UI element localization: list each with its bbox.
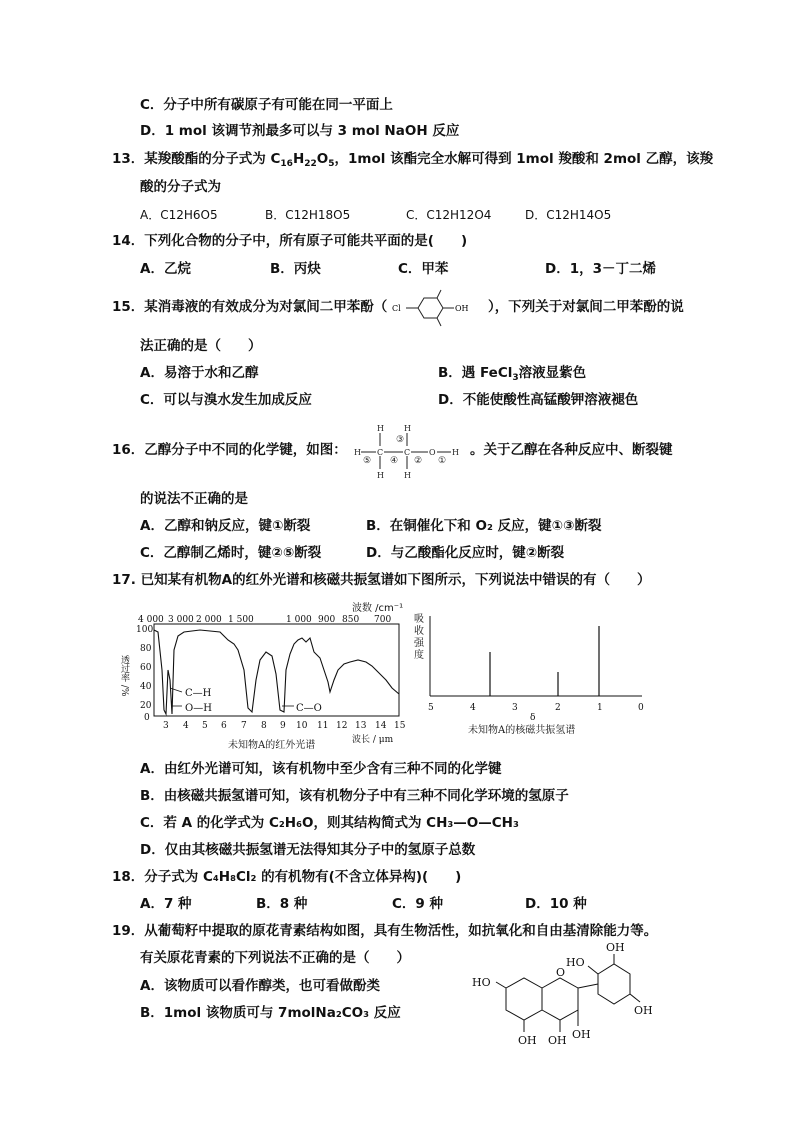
svg-text:②: ② [414,456,423,466]
ethanol-bond-diagram [350,420,468,482]
q14-option-b: B．丙炔 [270,261,321,277]
hydroxyl-label: OH [455,304,469,313]
ir-x-tick: 7 [241,721,247,731]
q14-option-a: A．乙烷 [140,261,191,277]
ir-x-tick: 8 [261,721,267,731]
ir-x-tick: 14 [375,721,387,731]
chloroxylenol-structure [384,286,488,330]
nmr-x-tick: 5 [428,703,434,713]
q17-option-b: B．由核磁共振氢谱可知，该有机物分子中有三种不同化学环境的氢原子 [140,788,569,804]
nmr-spectrum [412,612,652,740]
nmr-x-tick: 4 [470,703,476,713]
q18-option-b: B．8 种 [256,896,308,912]
ir-annotation-oh: O—H [185,703,212,714]
ir-top-tick: 850 [342,615,360,625]
q12-option-c: C．分子中所有碳原子有可能在同一平面上 [140,97,393,113]
ir-x-tick: 6 [221,721,227,731]
q14-stem: 14．下列化合物的分子中，所有原子可能共平面的是( ) [112,233,468,249]
ir-x-tick: 4 [183,721,189,731]
svg-text:H: H [377,424,384,433]
ir-annotation-ch: C—H [185,688,212,699]
q15-option-d: D．不能使酸性高锰酸钾溶液褪色 [438,392,639,408]
ir-y-tick: 60 [140,663,152,673]
ir-y-tick: 100 [136,625,154,635]
ring-oxygen-label: O [556,966,566,979]
oh-label-b4: OH [606,941,625,954]
svg-text:H: H [404,471,411,480]
ir-transmittance-curve [154,630,399,714]
chloro-label: Cl [392,304,401,313]
nmr-x-tick: 0 [638,703,644,713]
q19-option-a: A．该物质可以看作醇类，也可看做酚类 [140,978,380,994]
oh-label-c3: OH [548,1034,567,1047]
q18-option-c: C．9 种 [392,896,444,912]
ir-x-tick: 9 [280,721,286,731]
svg-text:H: H [354,448,361,457]
svg-text:③: ③ [396,435,405,445]
q16-stem-line2: 的说法不正确的是 [140,491,248,507]
svg-text:H: H [377,471,384,480]
q15-stem-line2: 法正确的是（ ） [140,338,262,354]
q16-option-d: D．与乙酸酯化反应时，键②断裂 [366,545,565,561]
q15-option-a: A．易溶于水和乙醇 [140,365,259,381]
q14-option-c: C．甲苯 [398,261,449,277]
oh-label-a5: OH [518,1034,537,1047]
ir-top-axis-label: 波数 /cm⁻¹ [352,603,404,614]
oh-label-c4: OH [572,1028,591,1041]
ir-top-tick: 4 000 [138,615,164,625]
ir-x-tick: 13 [355,721,367,731]
nmr-x-tick: 3 [512,703,518,713]
nmr-x-label: δ [530,713,536,723]
ir-x-tick: 15 [394,721,406,731]
q18-option-d: D．10 种 [525,896,587,912]
oh-label-b3: HO [566,956,585,969]
q14-option-d: D．1，3－丁二烯 [545,261,656,277]
svg-text:收: 收 [414,626,424,637]
nmr-x-tick: 1 [597,703,603,713]
q13-option-a: A．C12H6O5 [140,208,218,222]
svg-text:⑤: ⑤ [363,456,372,466]
ir-y-tick: 40 [140,682,152,692]
q19-stem-line2: 有关原花青素的下列说法不正确的是（ ） [140,950,410,966]
q13-option-d: D．C12H14O5 [525,208,612,222]
ir-x-tick: 10 [296,721,308,731]
ir-x-tick: 3 [163,721,169,731]
ir-annotation-co: C—O [296,703,322,714]
proanthocyanidin-structure [466,936,656,1064]
ir-x-tick: 12 [336,721,348,731]
svg-text:H: H [404,424,411,433]
q17-stem: 17. 已知某有机物A的红外光谱和核磁共振氢谱如下图所示，下列说法中错误的有（ ） [112,572,651,588]
ir-top-tick: 3 000 [168,615,194,625]
ir-top-tick: 1 000 [286,615,312,625]
q15-option-b: B．遇 FeCl$_3$溶液显紫色 [438,365,587,383]
svg-text:④: ④ [390,456,399,466]
q13-option-b: B．C12H18O5 [265,208,351,222]
q15-stem-pre: 15．某消毒液的有效成分为对氯间二甲苯酚（ [112,299,388,315]
ir-y-tick: 0 [144,713,150,723]
q16-stem-post: 。关于乙醇在各种反应中、断裂键 [470,442,673,458]
ir-spectrum [110,610,410,760]
q13-option-c: C．C12H12O4 [406,208,492,222]
q13-stem: 13．某羧酸酯的分子式为 $C_{16}H_{22}O_5$，1mol 该酯完全水解可得到 1mol 羧酸和 2mol 乙醇，该羧 [112,151,714,169]
ir-top-tick: 1 500 [228,615,254,625]
q19-option-b: B．1mol 该物质可与 7molNa₂CO₃ 反应 [140,1005,401,1021]
ir-x-tick: 11 [317,721,329,731]
q17-option-c: C．若 A 的化学式为 C₂H₆O，则其结构简式为 CH₃—O—CH₃ [140,815,519,831]
oh-label-b5: OH [634,1004,653,1017]
ir-top-tick: 2 000 [196,615,222,625]
ir-caption: 未知物A的红外光谱 [228,740,316,751]
ir-x-label: 波长 / μm [352,735,394,745]
ir-y-tick: 20 [140,701,152,711]
nmr-x-tick: 2 [555,703,561,713]
q17-option-a: A．由红外光谱可知，该有机物中至少含有三种不同的化学键 [140,761,502,777]
svg-text:度: 度 [414,650,424,661]
q15-option-c: C．可以与溴水发生加成反应 [140,392,312,408]
ir-y-label: 透过率 /% [119,655,129,697]
q16-option-b: B．在铜催化下和 O₂ 反应，键①③断裂 [366,518,602,534]
nmr-y-label [414,613,425,661]
q16-option-c: C．乙醇制乙烯时，键②⑤断裂 [140,545,322,561]
q18-stem: 18．分子式为 C₄H₈Cl₂ 的有机物有(不含立体异构)( ) [112,869,462,885]
q16-option-a: A．乙醇和钠反应，键①断裂 [140,518,311,534]
q17-option-d: D．仅由其核磁共振氢谱无法得知其分子中的氢原子总数 [140,842,476,858]
svg-text:①: ① [438,456,447,466]
ir-y-tick: 80 [140,644,152,654]
q19-stem: 19．从葡萄籽中提取的原花青素结构如图，具有生物活性，如抗氧化和自由基清除能力等。 [112,923,658,939]
q18-option-a: A．7 种 [140,896,192,912]
ho-label-a7: HO [472,976,491,989]
q15-stem-post: ），下列关于对氯间二甲苯酚的说 [488,299,684,315]
q13-stem-line2: 酸的分子式为 [140,179,221,195]
q12-option-d: D．1 mol 该调节剂最多可以与 3 mol NaOH 反应 [140,123,460,139]
ir-x-tick: 5 [202,721,208,731]
svg-text:C: C [404,448,411,457]
nmr-caption: 未知物A的核磁共振氢谱 [468,725,576,736]
svg-text:强: 强 [414,638,424,649]
svg-text:C: C [377,448,384,457]
svg-text:H: H [452,448,459,457]
ir-top-tick: 700 [374,615,392,625]
q16-stem-pre: 16．乙醇分子中不同的化学键，如图： [112,442,347,458]
svg-text:O: O [429,448,436,457]
svg-text:吸: 吸 [414,614,424,625]
ir-top-tick: 900 [318,615,336,625]
